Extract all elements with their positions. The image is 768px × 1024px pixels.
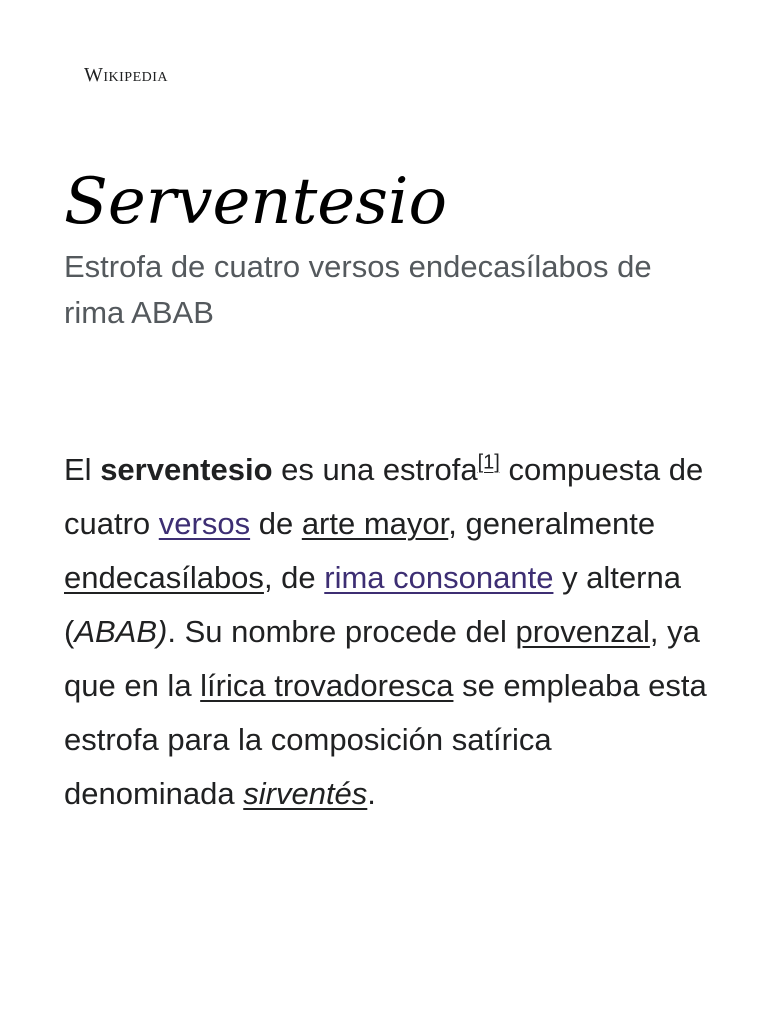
page-title: Serventesio: [64, 165, 447, 239]
text-segment: El: [64, 452, 101, 487]
link-arte-mayor[interactable]: arte mayor: [301, 506, 449, 541]
text-segment: es una estrofa: [272, 452, 478, 487]
link-versos[interactable]: versos: [158, 506, 251, 541]
link-rima-consonante[interactable]: rima consonante: [324, 560, 554, 595]
link-lirica-trovadoresca[interactable]: lírica trovadoresca: [200, 668, 454, 703]
bold-term: serventesio: [100, 452, 273, 487]
article-paragraph: [64, 443, 714, 821]
reference-superscript: [478, 452, 500, 474]
text-segment: .: [367, 776, 376, 811]
text-segment: , ya que en la: [64, 614, 700, 703]
wikipedia-wordmark[interactable]: Wikipedia: [84, 64, 169, 86]
text-segment: compuesta de cuatro: [64, 452, 704, 541]
link-provenzal[interactable]: provenzal: [515, 614, 650, 649]
text-segment: se empleaba esta estrofa para la composición satírica denominada: [64, 668, 707, 811]
link-endecasilabos[interactable]: endecasílabos: [64, 560, 264, 595]
text-segment: . Su nombre procede del: [167, 614, 516, 649]
reference-link-1[interactable]: [1]: [477, 451, 500, 474]
text-segment: , generalmente: [448, 506, 656, 541]
text-segment: de: [250, 506, 302, 541]
text-segment: , de: [263, 560, 325, 595]
link-sirventes[interactable]: sirventés: [243, 776, 368, 811]
page-description: Estrofa de cuatro versos endecasílabos de rima ABAB: [64, 249, 652, 330]
rhyme-scheme: ABAB): [74, 614, 168, 649]
text-segment: y alterna (: [64, 560, 681, 649]
